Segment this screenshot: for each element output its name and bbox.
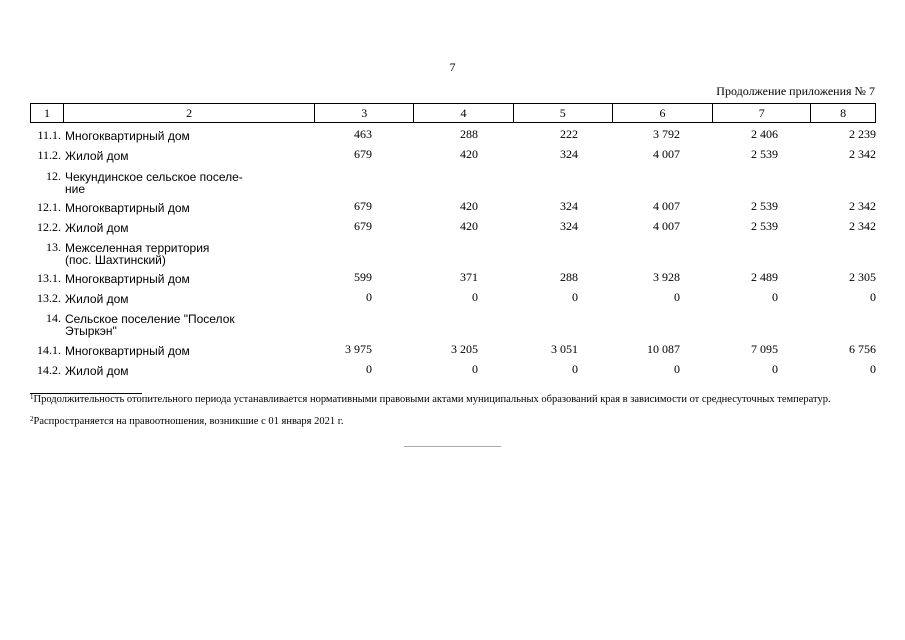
row-name-line1: Многоквартирный дом	[65, 129, 190, 143]
row-value-col-3: 679	[354, 147, 372, 161]
row-value-col-3: 0	[366, 290, 372, 304]
row-value-col-7: 2 406	[751, 127, 778, 141]
header-col-4: 4	[413, 104, 513, 122]
header-col-1: 1	[43, 106, 50, 120]
table-header	[30, 103, 876, 123]
row-name	[65, 202, 285, 214]
row-value-col-4: 420	[460, 199, 478, 213]
row-value-col-4: 371	[460, 270, 478, 284]
row-name-line2: ние	[65, 182, 86, 196]
row-value-col-8: 2 342	[849, 219, 876, 233]
row-value-col-3: 679	[354, 199, 372, 213]
row-code: 13.	[46, 240, 61, 254]
row-value-col-4: 3 205	[451, 342, 478, 356]
row-name	[65, 130, 285, 142]
row-value-col-8: 0	[870, 362, 876, 376]
header-col-2: 2	[63, 104, 314, 122]
row-value-col-6: 4 007	[653, 199, 680, 213]
row-value-col-5: 324	[560, 147, 578, 161]
row-value-col-3: 3 975	[345, 342, 372, 356]
row-value-col-5: 324	[560, 219, 578, 233]
row-name-line1: Многоквартирный дом	[65, 344, 190, 358]
row-name	[65, 313, 285, 337]
row-code: 11.2.	[37, 148, 61, 162]
row-value-col-5: 3 051	[551, 342, 578, 356]
row-value-col-7: 2 539	[751, 199, 778, 213]
row-name	[65, 150, 285, 162]
row-value-col-8: 2 342	[849, 199, 876, 213]
row-value-col-3: 599	[354, 270, 372, 284]
header-col-6: 6	[612, 104, 713, 122]
row-value-col-6: 0	[674, 290, 680, 304]
continuation-label: Продолжение приложения № 7	[716, 84, 875, 98]
footnote-2-text: Распространяется на правоотношения, возникшие с 01 января 2021 г.	[33, 416, 344, 427]
row-value-col-3: 679	[354, 219, 372, 233]
row-value-col-3: 463	[354, 127, 372, 141]
row-value-col-4: 288	[460, 127, 478, 141]
row-code: 13.1.	[37, 271, 61, 285]
row-name-line1: Жилой дом	[65, 364, 129, 378]
row-name-line1: Жилой дом	[65, 221, 129, 235]
row-value-col-6: 3 928	[653, 270, 680, 284]
row-name-line1: Сельское поселение "Поселок	[65, 312, 235, 326]
row-value-col-7: 0	[772, 362, 778, 376]
header-col-5: 5	[513, 104, 612, 122]
row-value-col-5: 0	[572, 290, 578, 304]
row-value-col-4: 0	[472, 362, 478, 376]
row-value-col-7: 0	[772, 290, 778, 304]
row-name-line1: Многоквартирный дом	[65, 201, 190, 215]
header-col-8: 8	[810, 104, 875, 122]
row-value-col-7: 2 539	[751, 219, 778, 233]
row-value-col-7: 7 095	[751, 342, 778, 356]
row-value-col-7: 2 489	[751, 270, 778, 284]
row-value-col-8: 2 239	[849, 127, 876, 141]
row-value-col-7: 2 539	[751, 147, 778, 161]
row-code: 13.2.	[37, 291, 61, 305]
row-name	[65, 273, 285, 285]
row-name	[65, 365, 285, 377]
footnote-1-mark: 1	[30, 393, 34, 401]
row-value-col-6: 3 792	[653, 127, 680, 141]
row-value-col-8: 2 305	[849, 270, 876, 284]
row-value-col-5: 324	[560, 199, 578, 213]
footnote-1-text: Продолжительность отопительного периода устанавливается нормативными правовыми актами муниципальных образований края в зависимости от среднесуточных температур.	[33, 394, 831, 405]
row-value-col-6: 4 007	[653, 219, 680, 233]
row-value-col-5: 0	[572, 362, 578, 376]
end-rule	[404, 446, 501, 447]
row-code: 11.1.	[37, 128, 61, 142]
row-value-col-4: 0	[472, 290, 478, 304]
row-name-line1: Чекундинское сельское поселе-	[65, 170, 243, 184]
row-name	[65, 293, 285, 305]
row-name	[65, 171, 285, 195]
page-number: 7	[449, 60, 456, 74]
row-value-col-4: 420	[460, 147, 478, 161]
row-name-line1: Межселенная территория	[65, 241, 210, 255]
row-name-line2: (пос. Шахтинский)	[65, 253, 166, 267]
row-name-line2: Этыркэн"	[65, 324, 117, 338]
row-value-col-6: 10 087	[647, 342, 680, 356]
row-value-col-8: 2 342	[849, 147, 876, 161]
row-value-col-5: 288	[560, 270, 578, 284]
row-name	[65, 345, 285, 357]
footnote-1	[30, 394, 876, 405]
header-col-3: 3	[314, 104, 413, 122]
footnote-2	[30, 416, 876, 427]
row-value-col-4: 420	[460, 219, 478, 233]
header-col-7: 7	[712, 104, 810, 122]
row-code: 12.1.	[37, 200, 61, 214]
row-value-col-8: 6 756	[849, 342, 876, 356]
row-name	[65, 222, 285, 234]
row-name-line1: Многоквартирный дом	[65, 272, 190, 286]
row-code: 12.	[46, 169, 61, 183]
row-code: 14.	[46, 311, 61, 325]
row-value-col-6: 0	[674, 362, 680, 376]
row-name-line1: Жилой дом	[65, 292, 129, 306]
row-value-col-3: 0	[366, 362, 372, 376]
row-value-col-8: 0	[870, 290, 876, 304]
row-value-col-5: 222	[560, 127, 578, 141]
row-value-col-6: 4 007	[653, 147, 680, 161]
row-name	[65, 242, 285, 266]
row-code: 14.1.	[37, 343, 61, 357]
row-code: 12.2.	[37, 220, 61, 234]
footnote-2-mark: 2	[30, 415, 34, 423]
row-name-line1: Жилой дом	[65, 149, 129, 163]
row-code: 14.2.	[37, 363, 61, 377]
